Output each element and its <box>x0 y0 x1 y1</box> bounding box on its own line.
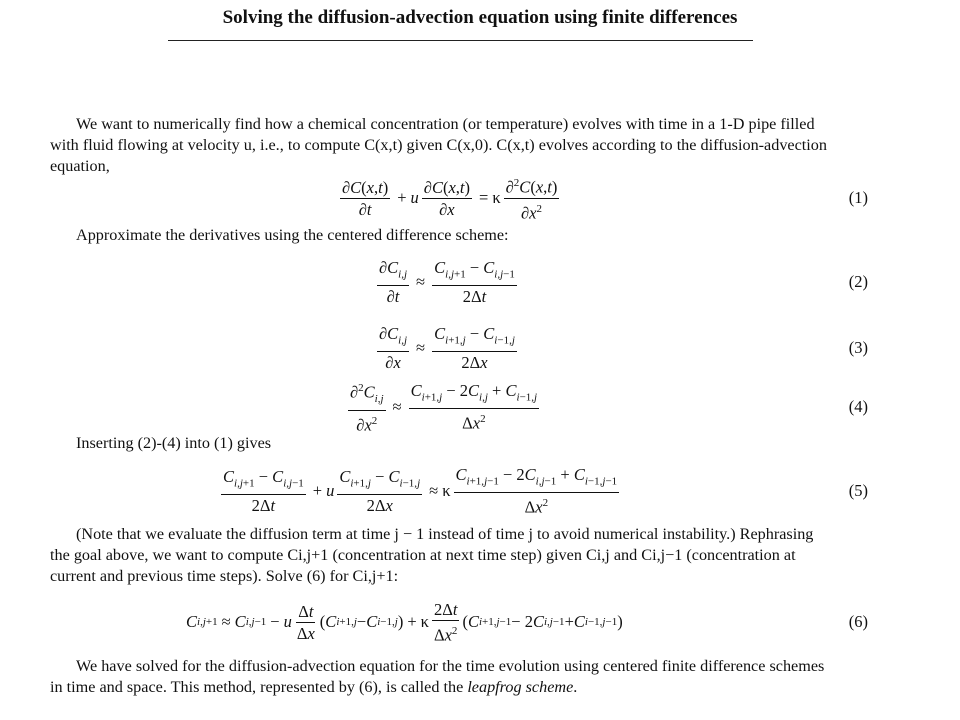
equation-number-3: (3) <box>848 338 868 357</box>
title-underline <box>168 40 753 41</box>
intro-paragraph <box>50 114 868 177</box>
conclusion-line-2 <box>50 677 868 698</box>
approx-text: Approximate the derivatives using the centered difference scheme: <box>76 226 509 244</box>
equation-1-body: $\frac{\partial C(x,t)}{\partial t}$ + u $\frac{\partial C(x,t)}{\partial x}$ = κ $\frac{\partial^2C(x,t)}{\partial x^2}$ <box>337 176 562 220</box>
equation-6 <box>0 600 960 644</box>
equation-number-6: (6) <box>848 612 868 631</box>
inserting-text: Inserting (2)-(4) into (1) gives <box>76 434 272 452</box>
equation-2-body: $\frac{\partial C_{i,j}}{\partial t}$ ≈ $\frac{C_{i,j+1} - C_{i,j-1}}{2\Delta t}$ <box>379 257 515 307</box>
note-line-1: (Note that we evaluate the diffusion term at time j − 1 instead of time j to avoid numerical instability.) Rephrasing <box>76 525 814 543</box>
note-line-2: the goal above, we want to compute Ci,j+1 (concentration at next time step) given Ci,j and Ci,j−1 (concentration at <box>50 546 796 564</box>
note-line-3: current and previous time steps). Solve (6) for Ci,j+1: <box>50 567 399 585</box>
equation-1 <box>0 176 960 220</box>
intro-line-2: with fluid flowing at velocity u, i.e., to compute C(x,t) given C(x,0). C(x,t) evolves according to the diffusion-advection <box>50 136 827 154</box>
conclusion-line-2-suffix: . <box>573 678 578 696</box>
note-paragraph <box>50 524 868 587</box>
equation-6-body: C i,j+1 ≈ C i,j−1 − u $\frac{\Delta t}{\Delta x}$ ( C i+1,j − C i−1,j ) + κ $\frac{2\Delta t}{\Delta x^2}$ ( C i+1,j−1 − 2 C i,j−1 + C i−1,j−1 ) <box>186 599 623 645</box>
equation-4-body: $\frac{\partial^2C_{i,j}}{\partial x^2}$ ≈ $\frac{C_{i+1,j} - 2C_{i,j} + C_{i-1,j}}{\Delta x^2}$ <box>350 381 538 435</box>
conclusion-line-1: We have solved for the diffusion-advection equation for the time evolution using centered finite difference schemes <box>76 657 825 675</box>
equation-3-body: $\frac{\partial C_{i,j}}{\partial x}$ ≈ $\frac{C_{i+1,j} - C_{i-1,j}}{2\Delta x}$ <box>379 323 515 373</box>
equation-number-1: (1) <box>848 188 868 207</box>
equation-number-4: (4) <box>848 397 868 416</box>
intro-line-1: We want to numerically find how a chemical concentration (or temperature) evolves with time in a 1-D pipe filled <box>76 115 815 133</box>
page-title: Solving the diffusion-advection equation using finite differences <box>222 7 738 28</box>
conclusion-paragraph <box>50 656 868 698</box>
equation-number-5: (5) <box>848 481 868 500</box>
intro-line-3: equation, <box>50 157 110 175</box>
equation-3 <box>0 323 960 373</box>
equation-2 <box>0 257 960 307</box>
equation-5 <box>0 465 960 517</box>
equation-5-body: $\frac{C_{i,j+1} - C_{i,j-1}}{2\Delta t}$ + u $\frac{C_{i+1,j} - C_{i-1,j}}{2\Delta x}$ ≈ κ $\frac{C_{i+1,j-1} - 2C_{i,j-1} + C_{i-1,j-1}}{\Delta x^2}$ <box>223 465 618 517</box>
equation-4 <box>0 381 960 435</box>
equation-number-2: (2) <box>848 272 868 291</box>
leapfrog-scheme-term: leapfrog scheme <box>467 678 574 696</box>
conclusion-line-2-prefix: in time and space. This method, represented by (6), is called the <box>50 678 468 696</box>
